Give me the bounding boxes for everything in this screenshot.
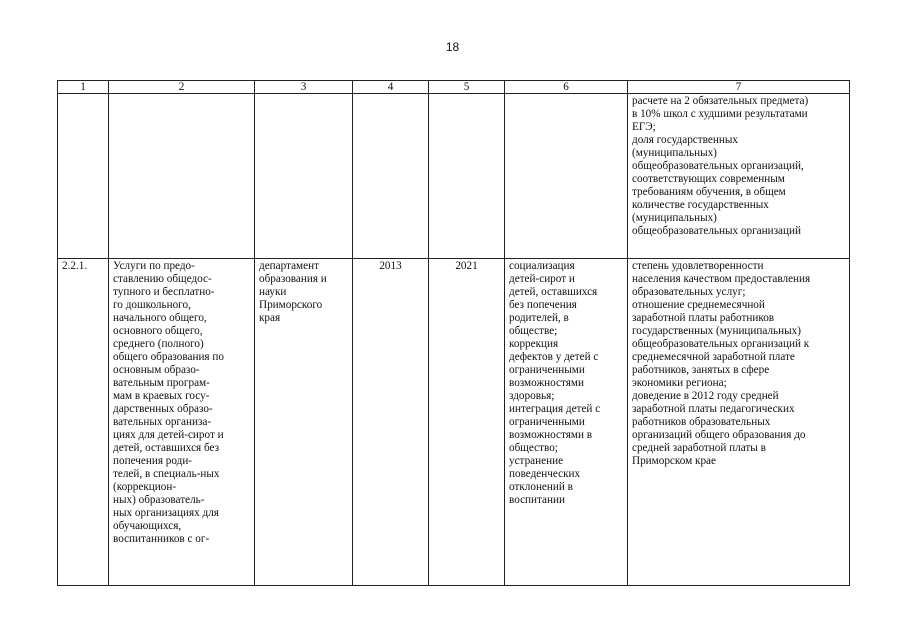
- header-cell: 7: [628, 81, 850, 94]
- program-table: [57, 80, 850, 586]
- cell-start-year: [353, 94, 429, 259]
- header-cell: 5: [429, 81, 505, 94]
- cell-end-year: 2021: [429, 259, 505, 586]
- page-number: 18: [445, 40, 460, 54]
- table-header-row: [58, 81, 850, 94]
- cell-service: Услуги по предо- ставлению общедос- тупного и бесплатно- го дошкольного, начального общего, основного общего, среднего (полного) общего образования по основным образо- вательным програм- мам в краевых госу- дарственных образо- вательных организа- циях для детей-сирот и детей, оставшихся без попечения роди- телей, в специаль-ных (коррекцион- ных) образователь- ных организациях для обучающихся, воспитанников с ог-: [109, 259, 255, 586]
- cell-executor: департамент образования и науки Приморского края: [255, 259, 353, 586]
- table-row: [58, 259, 850, 586]
- cell-indicators: степень удовлетворенности населения качеством предоставления образовательных услуг; отношение среднемесячной заработной платы работников государственных (муниципальных) общеобразовательных организаций к среднемесячной заработной плате работников, занятых в сфере экономики региона; доведение в 2012 году средней заработной платы педагогических работников образовательных организаций общего образования до средней заработной платы в Приморском крае: [628, 259, 850, 586]
- cell-executor: [255, 94, 353, 259]
- cell-number: [58, 94, 109, 259]
- table-row: [58, 94, 850, 259]
- cell-service: [109, 94, 255, 259]
- header-cell: 6: [505, 81, 628, 94]
- header-cell: 3: [255, 81, 353, 94]
- header-cell: 4: [353, 81, 429, 94]
- cell-start-year: 2013: [353, 259, 429, 586]
- cell-indicators: расчете на 2 обязательных предмета) в 10% школ с худшими результатами ЕГЭ; доля государственных (муниципальных) общеобразовательных организаций, соответствующих современным требованиям обучения, в общем количестве государственных (муниципальных) общеобразовательных организаций: [628, 94, 850, 259]
- cell-number: 2.2.1.: [58, 259, 109, 586]
- header-cell: 1: [58, 81, 109, 94]
- header-cell: 2: [109, 81, 255, 94]
- cell-result: социализация детей-сирот и детей, оставшихся без попечения родителей, в обществе; коррекция дефектов у детей с ограниченными возможностями здоровья; интеграция детей с ограниченными возможностями в общество; устранение поведенческих отклонений в воспитании: [505, 259, 628, 586]
- cell-result: [505, 94, 628, 259]
- cell-end-year: [429, 94, 505, 259]
